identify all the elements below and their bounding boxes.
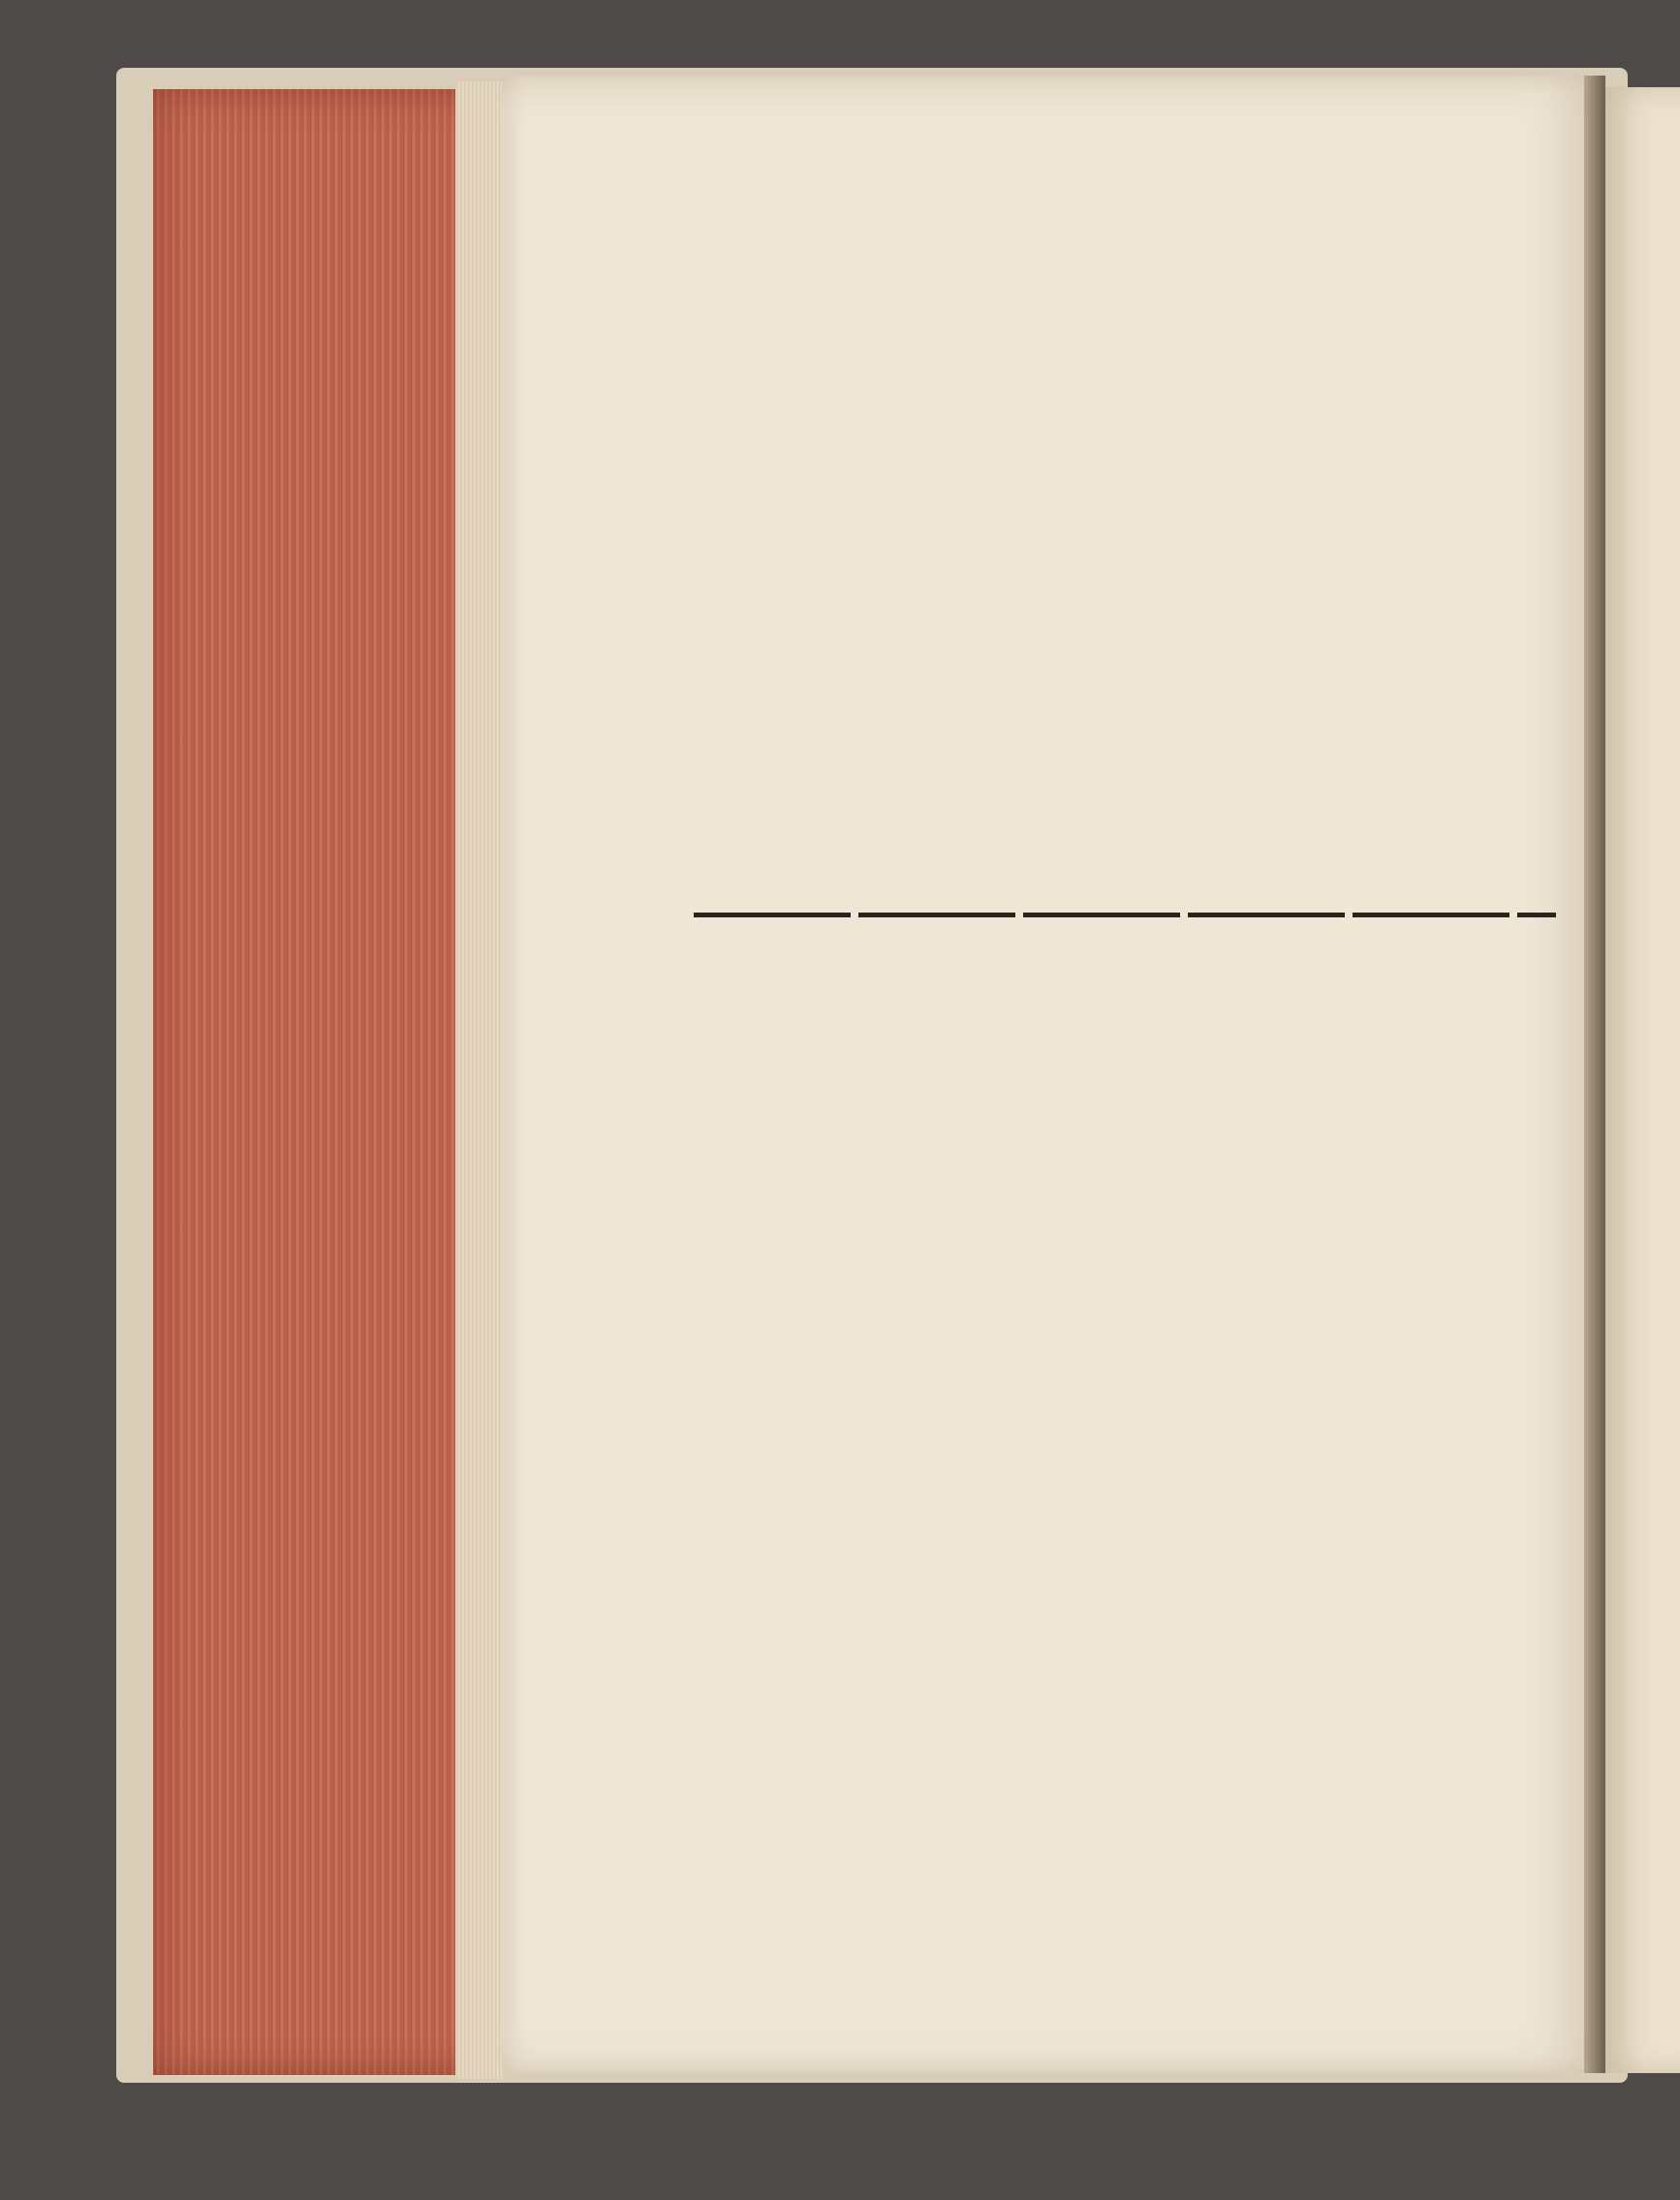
- right-page: [1605, 87, 1680, 2073]
- book-gutter: [1584, 76, 1605, 2073]
- section-divider-rule: [694, 913, 1556, 917]
- page-stack-edge: [455, 81, 504, 2079]
- left-page: [502, 76, 1595, 2073]
- book-fore-edge: [153, 89, 502, 2075]
- running-header: [691, 184, 1524, 242]
